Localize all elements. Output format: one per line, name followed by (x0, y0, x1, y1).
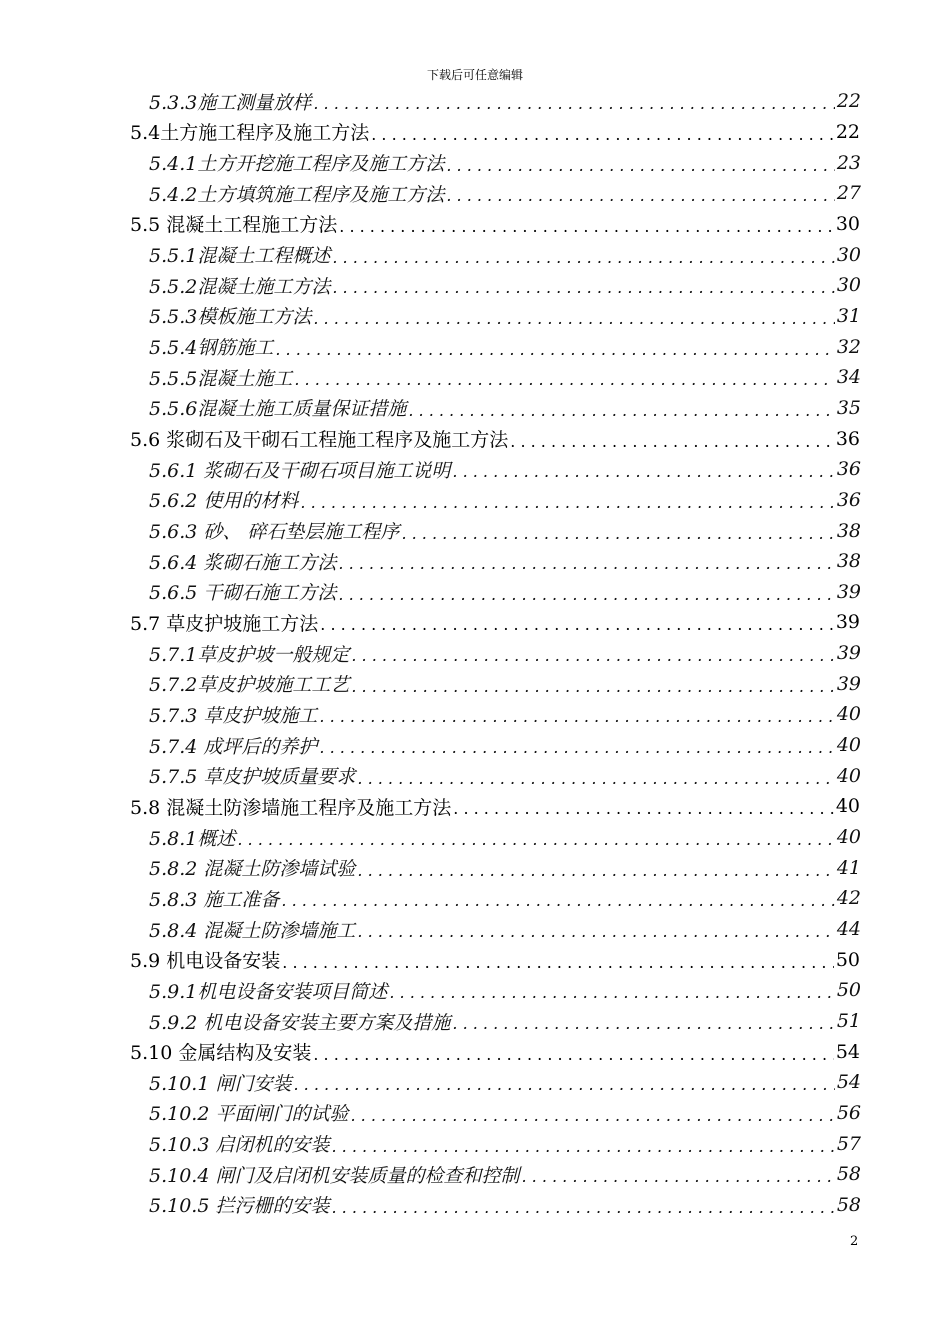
toc-entry[interactable] (0, 1128, 861, 1159)
toc-dot-leader (401, 520, 834, 542)
toc-dot-leader (350, 1102, 834, 1124)
toc-entry-title: 5.6.2 使用的材料 (149, 490, 299, 513)
toc-entry[interactable] (0, 883, 861, 914)
toc-entry[interactable] (0, 515, 861, 546)
toc-entry-page: 22 (835, 120, 860, 143)
toc-entry-page: 40 (836, 734, 861, 757)
toc-dot-leader (357, 918, 834, 940)
toc-dot-leader (332, 274, 834, 296)
toc-dot-leader (338, 581, 834, 603)
toc-entry-page: 40 (835, 795, 860, 818)
toc-entry-title: 5.6.4 浆砌石施工方法 (149, 551, 337, 574)
toc-entry-title: 5.9.1机电设备安装项目简述 (149, 980, 388, 1003)
toc-entry[interactable] (0, 699, 861, 730)
toc-entry[interactable] (0, 485, 861, 516)
toc-entry-title: 5.8.3 施工准备 (149, 888, 280, 911)
toc-entry[interactable] (0, 638, 861, 669)
toc-entry-page: 39 (835, 611, 860, 634)
toc-entry-page: 23 (836, 151, 861, 174)
toc-entry[interactable] (0, 760, 861, 791)
toc-entry-title: 5.7.4 成坪后的养护 (149, 735, 318, 758)
toc-entry-page: 35 (836, 396, 861, 419)
toc-entry-title: 5.7.5 草皮护坡质量要求 (149, 766, 356, 789)
toc-entry[interactable] (0, 362, 861, 393)
toc-entry[interactable] (0, 117, 860, 148)
page-number: 2 (850, 1234, 859, 1249)
toc-dot-leader (319, 734, 834, 756)
toc-entry-title: 5.7.2草皮护坡施工工艺 (149, 674, 350, 697)
toc-entry-title: 5.5.4钢筋施工 (149, 337, 274, 360)
toc-entry-page: 36 (835, 427, 860, 450)
toc-entry-title: 5.5.2混凝土施工方法 (149, 275, 331, 298)
toc-entry-title: 5.5.5混凝土施工 (149, 367, 293, 390)
toc-dot-leader (313, 305, 834, 327)
toc-dot-leader (452, 458, 834, 480)
toc-entry-page: 50 (835, 948, 860, 971)
toc-entry[interactable] (0, 423, 860, 454)
toc-entry-page: 39 (836, 580, 861, 603)
toc-entry-title: 5.4.1土方开挖施工程序及施工方法 (149, 153, 445, 176)
toc-entry-title: 5.10.5 拦污栅的安装 (149, 1195, 330, 1218)
toc-entry-page: 30 (836, 243, 861, 266)
toc-entry-page: 40 (836, 826, 861, 849)
toc-dot-leader (313, 1041, 833, 1063)
toc-entry-page: 58 (836, 1193, 861, 1216)
toc-entry-title: 5.8.2 混凝土防渗墙试验 (149, 858, 356, 881)
toc-entry[interactable] (0, 1190, 861, 1221)
toc-entry-page: 22 (836, 90, 861, 113)
toc-entry[interactable] (0, 546, 861, 577)
toc-entry-title: 5.4土方施工程序及施工方法 (130, 122, 370, 145)
toc-entry-page: 38 (836, 550, 861, 573)
toc-entry-page: 44 (836, 918, 861, 941)
toc-dot-leader (351, 642, 834, 664)
toc-entry-page: 36 (836, 458, 861, 481)
toc-dot-leader (510, 428, 834, 450)
toc-entry-title: 5.7 草皮护坡施工方法 (130, 612, 319, 635)
toc-entry-page: 31 (836, 304, 861, 327)
toc-entry[interactable] (0, 1036, 860, 1067)
toc-entry-title: 5.10.1 闸门安装 (149, 1072, 292, 1095)
toc-dot-leader (452, 1010, 834, 1032)
page-header: 下载后可任意编辑 (426, 68, 523, 82)
toc-entry-page: 54 (836, 1071, 861, 1094)
toc-entry[interactable] (0, 822, 861, 853)
toc-entry-title: 5.7.3 草皮护坡施工 (149, 704, 318, 727)
toc-entry-title: 5.8 混凝土防渗墙施工程序及施工方法 (130, 796, 452, 819)
toc-entry[interactable] (0, 914, 861, 945)
toc-entry-page: 38 (836, 519, 861, 542)
toc-entry-title: 5.5.1混凝土工程概述 (149, 245, 331, 268)
toc-dot-leader (357, 857, 834, 879)
toc-dot-leader (339, 213, 834, 235)
toc-entry[interactable] (0, 1006, 861, 1037)
toc-entry-page: 30 (836, 274, 861, 297)
toc-dot-leader (408, 397, 834, 419)
toc-entry-title: 5.5 混凝土工程施工方法 (130, 214, 338, 237)
toc-entry-title: 5.10 金属结构及安装 (130, 1042, 312, 1065)
toc-entry[interactable] (0, 178, 861, 209)
toc-entry-page: 30 (835, 212, 860, 235)
toc-entry-page: 41 (836, 856, 861, 879)
toc-entry[interactable] (0, 147, 861, 178)
table-of-contents (0, 86, 950, 1220)
toc-entry[interactable] (0, 791, 860, 822)
toc-entry-title: 5.3.3施工测量放样 (149, 91, 312, 114)
toc-dot-leader (313, 90, 834, 112)
toc-entry[interactable] (0, 86, 861, 117)
toc-entry-page: 40 (836, 703, 861, 726)
toc-entry-page: 36 (836, 488, 861, 511)
toc-entry-title: 5.6 浆砌石及干砌石工程施工程序及施工方法 (130, 429, 509, 452)
toc-entry-page: 50 (836, 979, 861, 1002)
toc-entry[interactable] (0, 607, 860, 638)
toc-entry-title: 5.6.5 干砌石施工方法 (149, 582, 337, 605)
toc-entry[interactable] (0, 975, 861, 1006)
toc-dot-leader (281, 887, 834, 909)
toc-dot-leader (319, 703, 834, 725)
toc-dot-leader (282, 949, 834, 971)
toc-entry-page: 32 (836, 335, 861, 358)
toc-entry-title: 5.8.4 混凝土防渗墙施工 (149, 919, 356, 942)
toc-entry-title: 5.5.3模板施工方法 (149, 306, 312, 329)
toc-entry[interactable] (0, 209, 860, 240)
toc-entry[interactable] (0, 1159, 861, 1190)
toc-entry-title: 5.6.1 浆砌石及干砌石项目施工说明 (149, 459, 451, 482)
toc-entry-title: 5.5.6混凝土施工质量保证措施 (149, 398, 407, 421)
toc-dot-leader (371, 121, 834, 143)
toc-entry-title: 5.9 机电设备安装 (130, 950, 281, 973)
toc-dot-leader (332, 244, 834, 266)
toc-dot-leader (446, 182, 834, 204)
toc-entry-title: 5.4.2土方填筑施工程序及施工方法 (149, 183, 445, 206)
toc-entry[interactable] (0, 454, 861, 485)
toc-entry[interactable] (0, 944, 860, 975)
toc-dot-leader (357, 765, 834, 787)
toc-entry-title: 5.9.2 机电设备安装主要方案及措施 (149, 1011, 451, 1034)
toc-dot-leader (237, 826, 834, 848)
toc-entry[interactable] (0, 852, 861, 883)
toc-entry[interactable] (0, 668, 861, 699)
toc-entry-page: 39 (836, 672, 861, 695)
toc-entry-page: 27 (836, 182, 861, 205)
toc-dot-leader (275, 336, 834, 358)
toc-dot-leader (331, 1133, 834, 1155)
toc-dot-leader (331, 1194, 834, 1216)
toc-entry[interactable] (0, 1067, 861, 1098)
toc-entry[interactable] (0, 239, 861, 270)
toc-entry[interactable] (0, 393, 861, 424)
toc-entry-page: 39 (836, 642, 861, 665)
toc-dot-leader (294, 366, 834, 388)
toc-entry-title: 5.10.4 闸门及启闭机安装质量的检查和控制 (149, 1164, 520, 1187)
toc-dot-leader (351, 673, 834, 695)
toc-dot-leader (389, 979, 834, 1001)
toc-entry[interactable] (0, 331, 861, 362)
toc-dot-leader (453, 795, 834, 817)
toc-entry-page: 54 (835, 1040, 860, 1063)
toc-entry[interactable] (0, 730, 861, 761)
toc-entry-title: 5.7.1草皮护坡一般规定 (149, 643, 350, 666)
toc-entry-title: 5.8.1概述 (149, 827, 236, 850)
toc-entry[interactable] (0, 577, 861, 608)
toc-entry-title: 5.6.3 砂、 碎石垫层施工程序 (149, 521, 400, 544)
toc-entry[interactable] (0, 1098, 861, 1129)
toc-entry-title: 5.10.2 平面闸门的试验 (149, 1103, 349, 1126)
toc-dot-leader (300, 489, 834, 511)
toc-dot-leader (338, 550, 834, 572)
toc-entry-page: 51 (836, 1010, 861, 1033)
toc-entry-page: 56 (836, 1101, 861, 1124)
toc-entry-page: 34 (836, 366, 861, 389)
toc-dot-leader (521, 1163, 834, 1185)
toc-entry-page: 40 (836, 764, 861, 787)
toc-dot-leader (293, 1071, 834, 1093)
toc-entry-title: 5.10.3 启闭机的安装 (149, 1134, 330, 1157)
toc-entry[interactable] (0, 270, 861, 301)
toc-entry-page: 42 (836, 887, 861, 910)
toc-dot-leader (446, 152, 834, 174)
toc-dot-leader (320, 611, 834, 633)
toc-entry-page: 57 (836, 1132, 861, 1155)
toc-entry[interactable] (0, 301, 861, 332)
toc-entry-page: 58 (836, 1163, 861, 1186)
